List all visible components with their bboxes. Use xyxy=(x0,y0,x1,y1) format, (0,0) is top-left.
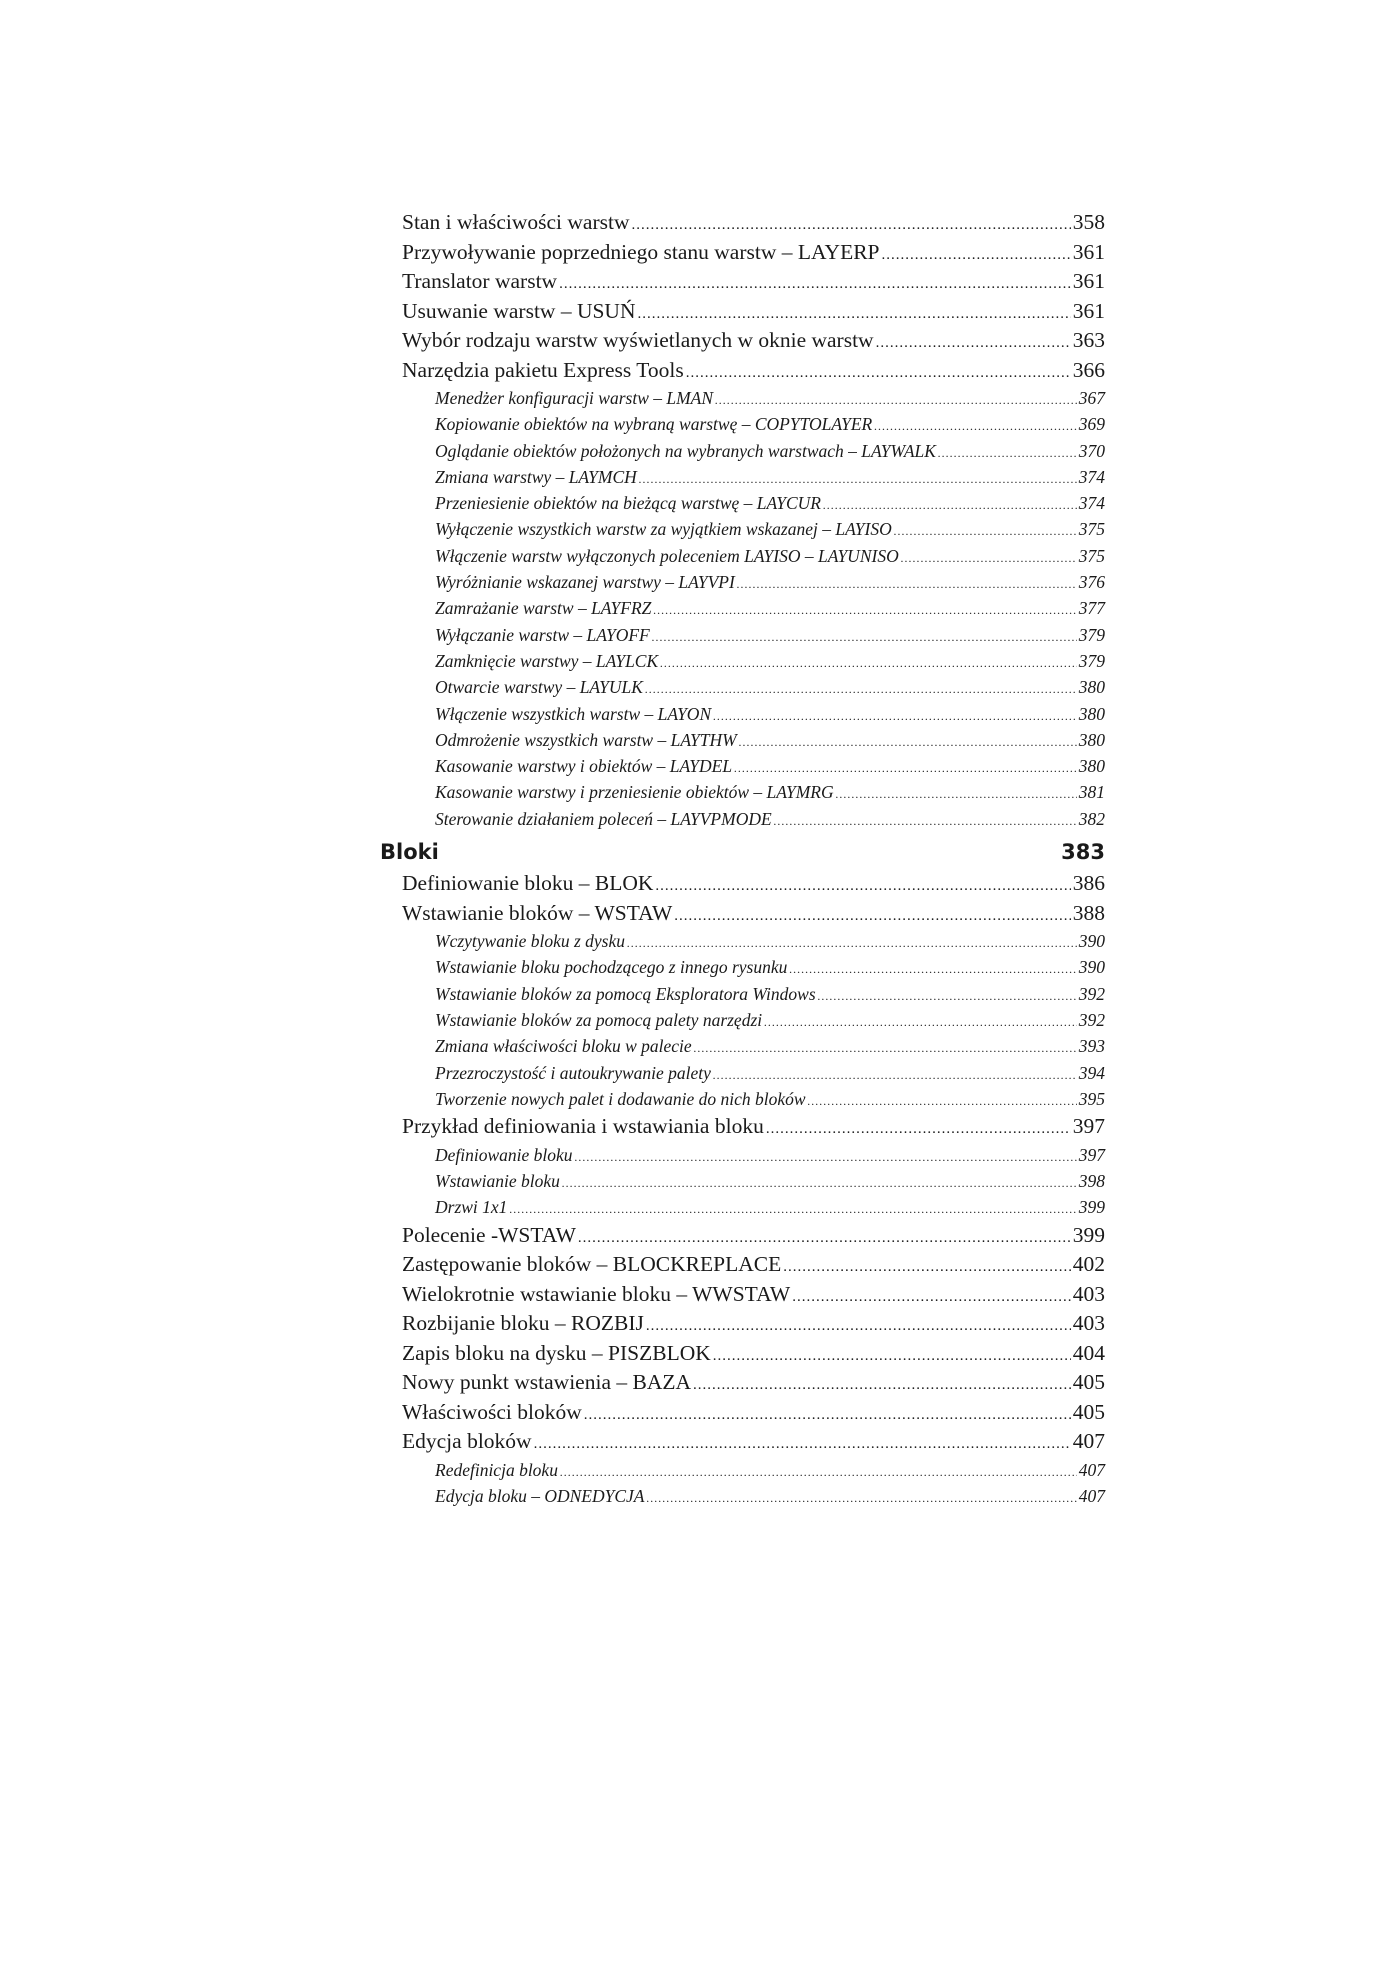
toc-subentry xyxy=(380,727,1105,753)
dot-leader xyxy=(901,545,1077,571)
entry-page-number: 392 xyxy=(1078,1009,1105,1030)
dot-leader xyxy=(652,624,1077,650)
entry-title: Oglądanie obiektów położonych na wybranych warstwach – LAYWALK xyxy=(435,440,936,461)
entry-title: Kasowanie warstwy i przeniesienie obiektów – LAYMRG xyxy=(435,782,834,803)
table-of-contents xyxy=(380,208,1105,1509)
dot-leader xyxy=(823,492,1077,518)
dot-leader xyxy=(713,703,1077,729)
toc-subentry xyxy=(380,1483,1105,1509)
entry-page-number: 407 xyxy=(1072,1429,1105,1454)
toc-subentry xyxy=(380,1168,1105,1194)
dot-leader xyxy=(560,1459,1077,1485)
entry-page-number: 386 xyxy=(1072,871,1105,896)
entry-title: Wielokrotnie wstawianie bloku – WWSTAW xyxy=(402,1281,791,1306)
toc-subentry xyxy=(380,1457,1105,1483)
toc-entry xyxy=(380,326,1105,356)
toc-entry xyxy=(380,1250,1105,1280)
entry-title: Edycja bloku – ODNEDYCJA xyxy=(435,1485,645,1506)
entry-title: Definiowanie bloku xyxy=(435,1144,573,1165)
entry-title: Tworzenie nowych palet i dodawanie do nich bloków xyxy=(435,1088,806,1109)
entry-title: Zmiana warstwy – LAYMCH xyxy=(435,466,637,487)
dot-leader xyxy=(792,1283,1071,1313)
entry-page-number: 374 xyxy=(1078,493,1105,514)
entry-title: Przeniesienie obiektów na bieżącą warstwę – LAYCUR xyxy=(435,493,821,514)
entry-title: Redefinicja bloku xyxy=(435,1459,558,1480)
dot-leader xyxy=(509,1196,1076,1222)
entry-title: Zmiana właściwości bloku w palecie xyxy=(435,1036,692,1057)
dot-leader xyxy=(686,359,1071,389)
entry-page-number: 388 xyxy=(1072,900,1105,925)
entry-title: Translator warstw xyxy=(402,269,558,293)
entry-title: Rozbijanie bloku – ROZBIJ xyxy=(402,1311,644,1336)
entry-page-number: 398 xyxy=(1078,1170,1105,1191)
toc-entry xyxy=(380,1398,1105,1428)
entry-page-number: 380 xyxy=(1078,756,1105,777)
entry-title: Otwarcie warstwy – LAYULK xyxy=(435,677,643,698)
dot-leader xyxy=(808,1088,1077,1114)
entry-title: Wybór rodzaju warstw wyświetlanych w oknie warstw xyxy=(402,328,874,352)
entry-title: Przezroczystość i autoukrywanie palety xyxy=(435,1062,711,1083)
entry-title: Kasowanie warstwy i obiektów – LAYDEL xyxy=(435,756,733,777)
entry-page-number: 375 xyxy=(1078,519,1105,540)
toc-subentry xyxy=(380,622,1105,648)
dot-leader xyxy=(818,983,1077,1009)
toc-subentry xyxy=(380,438,1105,464)
entry-title: Zamrażanie warstw – LAYFRZ xyxy=(435,598,652,619)
dot-leader xyxy=(562,1170,1077,1196)
entry-page-number: 382 xyxy=(1078,808,1105,829)
toc-subentry xyxy=(380,1060,1105,1086)
entry-page-number: 379 xyxy=(1078,650,1105,671)
entry-page-number: 376 xyxy=(1078,572,1105,593)
toc-subentry xyxy=(380,1194,1105,1220)
entry-title: Menedżer konfiguracji warstw – LMAN xyxy=(435,388,714,408)
entry-page-number: 403 xyxy=(1072,1281,1105,1306)
entry-title: Zastępowanie bloków – BLOCKREPLACE xyxy=(402,1252,782,1277)
dot-leader xyxy=(653,597,1076,623)
entry-title: Wstawianie bloków za pomocą palety narzędzi xyxy=(435,1009,763,1030)
toc-subentry xyxy=(380,954,1105,980)
entry-title: Właściwości bloków xyxy=(402,1399,582,1424)
entry-title: Polecenie -WSTAW xyxy=(402,1222,576,1247)
toc-entry xyxy=(380,1339,1105,1369)
entry-page-number: 390 xyxy=(1078,957,1105,978)
entry-title: Włączenie warstw wyłączonych poleceniem LAYISO – LAYUNISO xyxy=(435,545,899,566)
entry-page-number: 381 xyxy=(1078,782,1105,803)
toc-subentry xyxy=(380,753,1105,779)
entry-page-number: 366 xyxy=(1072,357,1105,382)
dot-leader xyxy=(766,1115,1071,1145)
dot-leader xyxy=(789,956,1076,982)
dot-leader xyxy=(836,781,1077,807)
toc-entry xyxy=(380,238,1105,268)
entry-page-number: 369 xyxy=(1078,414,1105,435)
toc-subentry xyxy=(380,1007,1105,1033)
entry-page-number: 374 xyxy=(1078,466,1105,487)
dot-leader xyxy=(559,270,1071,300)
entry-page-number: 402 xyxy=(1072,1252,1105,1277)
dot-leader xyxy=(713,1342,1071,1372)
entry-page-number: 380 xyxy=(1078,703,1105,724)
toc-subentry xyxy=(380,981,1105,1007)
toc-entry xyxy=(380,1368,1105,1398)
dot-leader xyxy=(734,755,1077,781)
entry-title: Narzędzia pakietu Express Tools xyxy=(402,357,684,382)
toc-entry xyxy=(380,1280,1105,1310)
dot-leader xyxy=(646,1485,1076,1511)
entry-title: Przykład definiowania i wstawiania bloku xyxy=(402,1114,764,1139)
toc-subentry xyxy=(380,464,1105,490)
toc-entry xyxy=(380,297,1105,327)
dot-leader xyxy=(645,676,1077,702)
entry-title: Odmrożenie wszystkich warstw – LAYTHW xyxy=(435,729,737,750)
toc-entry xyxy=(380,267,1105,297)
entry-title: Zapis bloku na dysku – PISZBLOK xyxy=(402,1340,711,1365)
entry-page-number: 390 xyxy=(1078,931,1105,952)
entry-title: Wstawianie bloków za pomocą Eksploratora Windows xyxy=(435,983,816,1004)
toc-subentry xyxy=(380,928,1105,954)
entry-title: Włączenie wszystkich warstw – LAYON xyxy=(435,703,712,724)
section-title: Bloki xyxy=(380,840,439,865)
dot-leader xyxy=(578,1224,1071,1254)
dot-leader xyxy=(646,1312,1071,1342)
dot-leader xyxy=(534,1430,1071,1460)
toc-entry xyxy=(380,208,1105,238)
dot-leader xyxy=(639,466,1077,492)
dot-leader xyxy=(874,413,1077,439)
dot-leader xyxy=(764,1009,1077,1035)
entry-page-number: 361 xyxy=(1072,239,1105,264)
entry-page-number: 394 xyxy=(1078,1062,1105,1083)
entry-title: Usuwanie warstw – USUŃ xyxy=(402,298,636,323)
entry-title: Wyróżnianie wskazanej warstwy – LAYVPI xyxy=(435,572,735,593)
entry-title: Przywoływanie poprzedniego stanu warstw – LAYERP xyxy=(402,239,880,264)
entry-title: Wczytywanie bloku z dysku xyxy=(435,931,626,952)
toc-subentry xyxy=(380,490,1105,516)
entry-page-number: 370 xyxy=(1078,440,1105,461)
dot-leader xyxy=(938,440,1077,466)
entry-page-number: 407 xyxy=(1078,1459,1105,1480)
entry-page-number: 397 xyxy=(1072,1114,1105,1139)
dot-leader xyxy=(739,729,1077,755)
entry-title: Edycja bloków xyxy=(402,1429,532,1454)
entry-title: Stan i właściwości warstw xyxy=(402,210,630,234)
toc-entry xyxy=(380,869,1105,899)
entry-page-number: 399 xyxy=(1072,1222,1105,1247)
toc-subentry xyxy=(380,543,1105,569)
dot-leader xyxy=(655,872,1070,902)
entry-page-number: 407 xyxy=(1078,1485,1105,1506)
toc-subentry xyxy=(380,779,1105,805)
dot-leader xyxy=(713,1062,1077,1088)
dot-leader xyxy=(693,1371,1071,1401)
entry-title: Nowy punkt wstawienia – BAZA xyxy=(402,1370,692,1395)
toc-subentry xyxy=(380,1033,1105,1059)
dot-leader xyxy=(694,1035,1077,1061)
entry-page-number: 363 xyxy=(1072,328,1105,352)
entry-page-number: 399 xyxy=(1078,1197,1105,1218)
section-page-number: 383 xyxy=(1061,840,1105,865)
dot-leader xyxy=(638,300,1071,330)
toc-subentry xyxy=(380,1142,1105,1168)
toc-entry xyxy=(380,899,1105,929)
dot-leader xyxy=(774,808,1077,834)
entry-page-number: 392 xyxy=(1078,983,1105,1004)
entry-title: Wyłączenie wszystkich warstw za wyjątkiem wskazanej – LAYISO xyxy=(435,519,892,540)
entry-page-number: 380 xyxy=(1078,729,1105,750)
entry-page-number: 403 xyxy=(1072,1311,1105,1336)
toc-entry xyxy=(380,1112,1105,1142)
entry-title: Definiowanie bloku – BLOK xyxy=(402,871,654,896)
dot-leader xyxy=(876,329,1071,359)
dot-leader xyxy=(632,211,1071,241)
dot-leader xyxy=(894,518,1077,544)
entry-title: Drzwi 1x1 xyxy=(435,1197,508,1218)
toc-subentry xyxy=(380,674,1105,700)
entry-title: Sterowanie działaniem poleceń – LAYVPMODE xyxy=(435,808,772,829)
entry-page-number: 361 xyxy=(1072,298,1105,323)
toc-entry xyxy=(380,356,1105,386)
dot-leader xyxy=(674,902,1071,932)
toc-subentry xyxy=(380,385,1105,411)
dot-leader xyxy=(715,387,1077,413)
toc-subentry xyxy=(380,806,1105,832)
toc-section-heading xyxy=(380,835,1105,869)
toc-subentry xyxy=(380,569,1105,595)
toc-entry xyxy=(380,1309,1105,1339)
entry-page-number: 397 xyxy=(1078,1144,1105,1165)
toc-entry xyxy=(380,1427,1105,1457)
entry-title: Wstawianie bloku xyxy=(435,1170,560,1191)
entry-title: Wstawianie bloku pochodzącego z innego rysunku xyxy=(435,957,788,978)
entry-page-number: 405 xyxy=(1072,1399,1105,1424)
entry-page-number: 375 xyxy=(1078,545,1105,566)
dot-leader xyxy=(882,241,1071,271)
toc-subentry xyxy=(380,411,1105,437)
dot-leader xyxy=(575,1144,1077,1170)
entry-page-number: 377 xyxy=(1078,598,1105,619)
dot-leader xyxy=(627,930,1077,956)
dot-leader xyxy=(660,650,1077,676)
toc-subentry xyxy=(380,595,1105,621)
toc-subentry xyxy=(380,701,1105,727)
entry-title: Zamknięcie warstwy – LAYLCK xyxy=(435,650,659,671)
entry-page-number: 405 xyxy=(1072,1370,1105,1395)
dot-leader xyxy=(737,571,1077,597)
toc-subentry xyxy=(380,516,1105,542)
entry-page-number: 367 xyxy=(1078,388,1105,408)
entry-page-number: 379 xyxy=(1078,624,1105,645)
dot-leader xyxy=(783,1253,1071,1283)
dot-leader xyxy=(584,1401,1071,1431)
entry-title: Wstawianie bloków – WSTAW xyxy=(402,900,673,925)
toc-subentry xyxy=(380,648,1105,674)
entry-page-number: 393 xyxy=(1078,1036,1105,1057)
entry-page-number: 404 xyxy=(1072,1340,1105,1365)
entry-page-number: 395 xyxy=(1078,1088,1105,1109)
toc-subentry xyxy=(380,1086,1105,1112)
toc-entry xyxy=(380,1221,1105,1251)
entry-page-number: 380 xyxy=(1078,677,1105,698)
entry-page-number: 358 xyxy=(1072,210,1105,234)
entry-title: Kopiowanie obiektów na wybraną warstwę – COPYTOLAYER xyxy=(435,414,873,435)
entry-page-number: 361 xyxy=(1072,269,1105,293)
entry-title: Wyłączanie warstw – LAYOFF xyxy=(435,624,650,645)
